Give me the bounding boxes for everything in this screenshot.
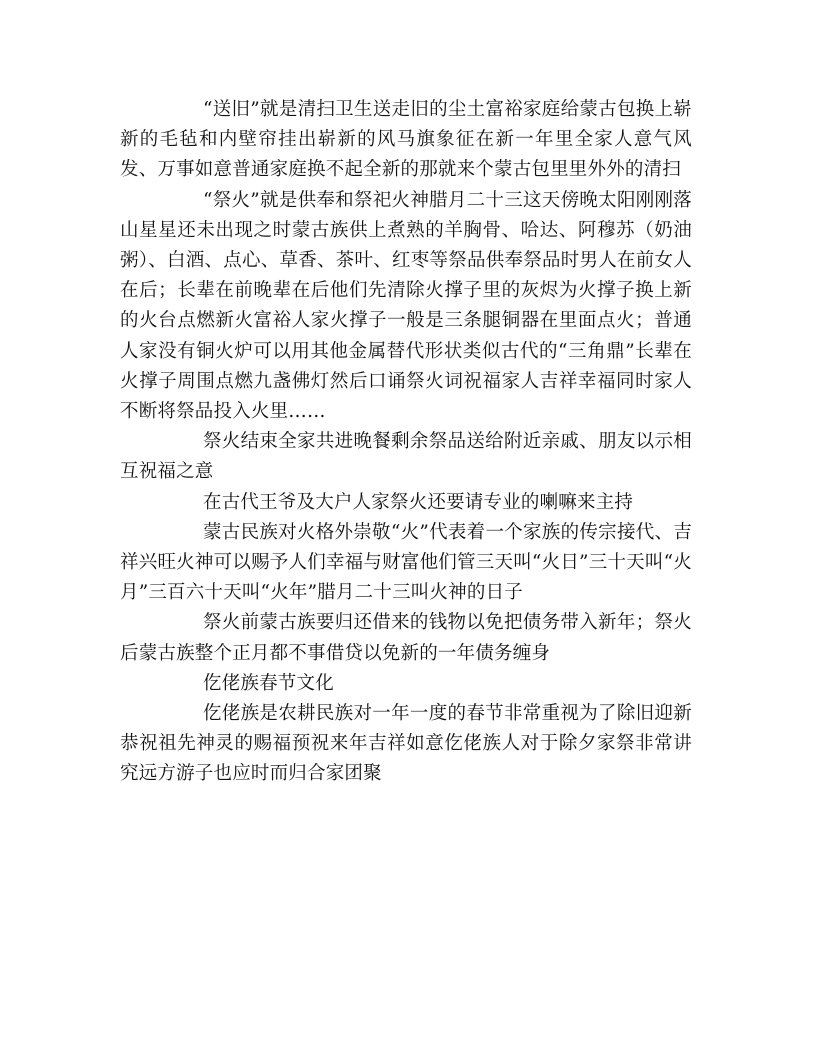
paragraph-jihuo-end: 祭火结束全家共进晚餐剩余祭品送给附近亲戚、朋友以示相互祝福之意 bbox=[120, 431, 692, 483]
paragraph-gelao: 仡佬族是农耕民族对一年一度的春节非常重视为了除旧迎新恭祝祖先神灵的赐福预祝来年吉祥如意仡佬族人对于除夕家祭非常讲究远方游子也应时而归合家团聚 bbox=[120, 703, 692, 785]
paragraph-debt: 祭火前蒙古族要归还借来的钱物以免把债务带入新年；祭火后蒙古族整个正月都不事借贷以免新的一年债务缠身 bbox=[120, 612, 692, 664]
paragraph-songjiu: “送旧”就是清扫卫生送走旧的尘土富裕家庭给蒙古包换上崭新的毛毡和内壁帘挂出崭新的风马旗象征在新一年里全家人意气风发、万事如意普通家庭换不起全新的那就来个蒙古包里里外外的清扫 bbox=[120, 99, 692, 181]
paragraph-lama: 在古代王爷及大户人家祭火还要请专业的喇嘛来主持 bbox=[203, 491, 634, 513]
document-body bbox=[120, 95, 692, 790]
paragraph-jihuo: “祭火”就是供奉和祭祀火神腊月二十三这天傍晚太阳刚刚落山星星还未出现之时蒙古族供上煮熟的羊胸骨、哈达、阿穆苏（奶油粥）、白酒、点心、草香、茶叶、红枣等祭品供奉祭品时男人在前女人在后；长辈在前晚辈在后他们先清除火撑子里的灰烬为火撑子换上新的火台点燃新火富裕人家火撑子一般是三条腿铜器在里面点火；普通人家没有铜火炉可以用其他金属替代形状类似古代的“三角鼎”长辈在火撑子周围点燃九盏佛灯然后口诵祭火词祝福家人吉祥幸福同时家人不断将祭品投入火里…… bbox=[120, 189, 692, 423]
section-heading-gelao: 仡佬族春节文化 bbox=[203, 672, 334, 694]
paragraph-fire-worship: 蒙古民族对火格外崇敬“火”代表着一个家族的传宗接代、吉祥兴旺火神可以赐予人们幸福与财富他们管三天叫“火日”三十天叫“火月”三百六十天叫“火年”腊月二十三叫火神的日子 bbox=[120, 521, 692, 604]
